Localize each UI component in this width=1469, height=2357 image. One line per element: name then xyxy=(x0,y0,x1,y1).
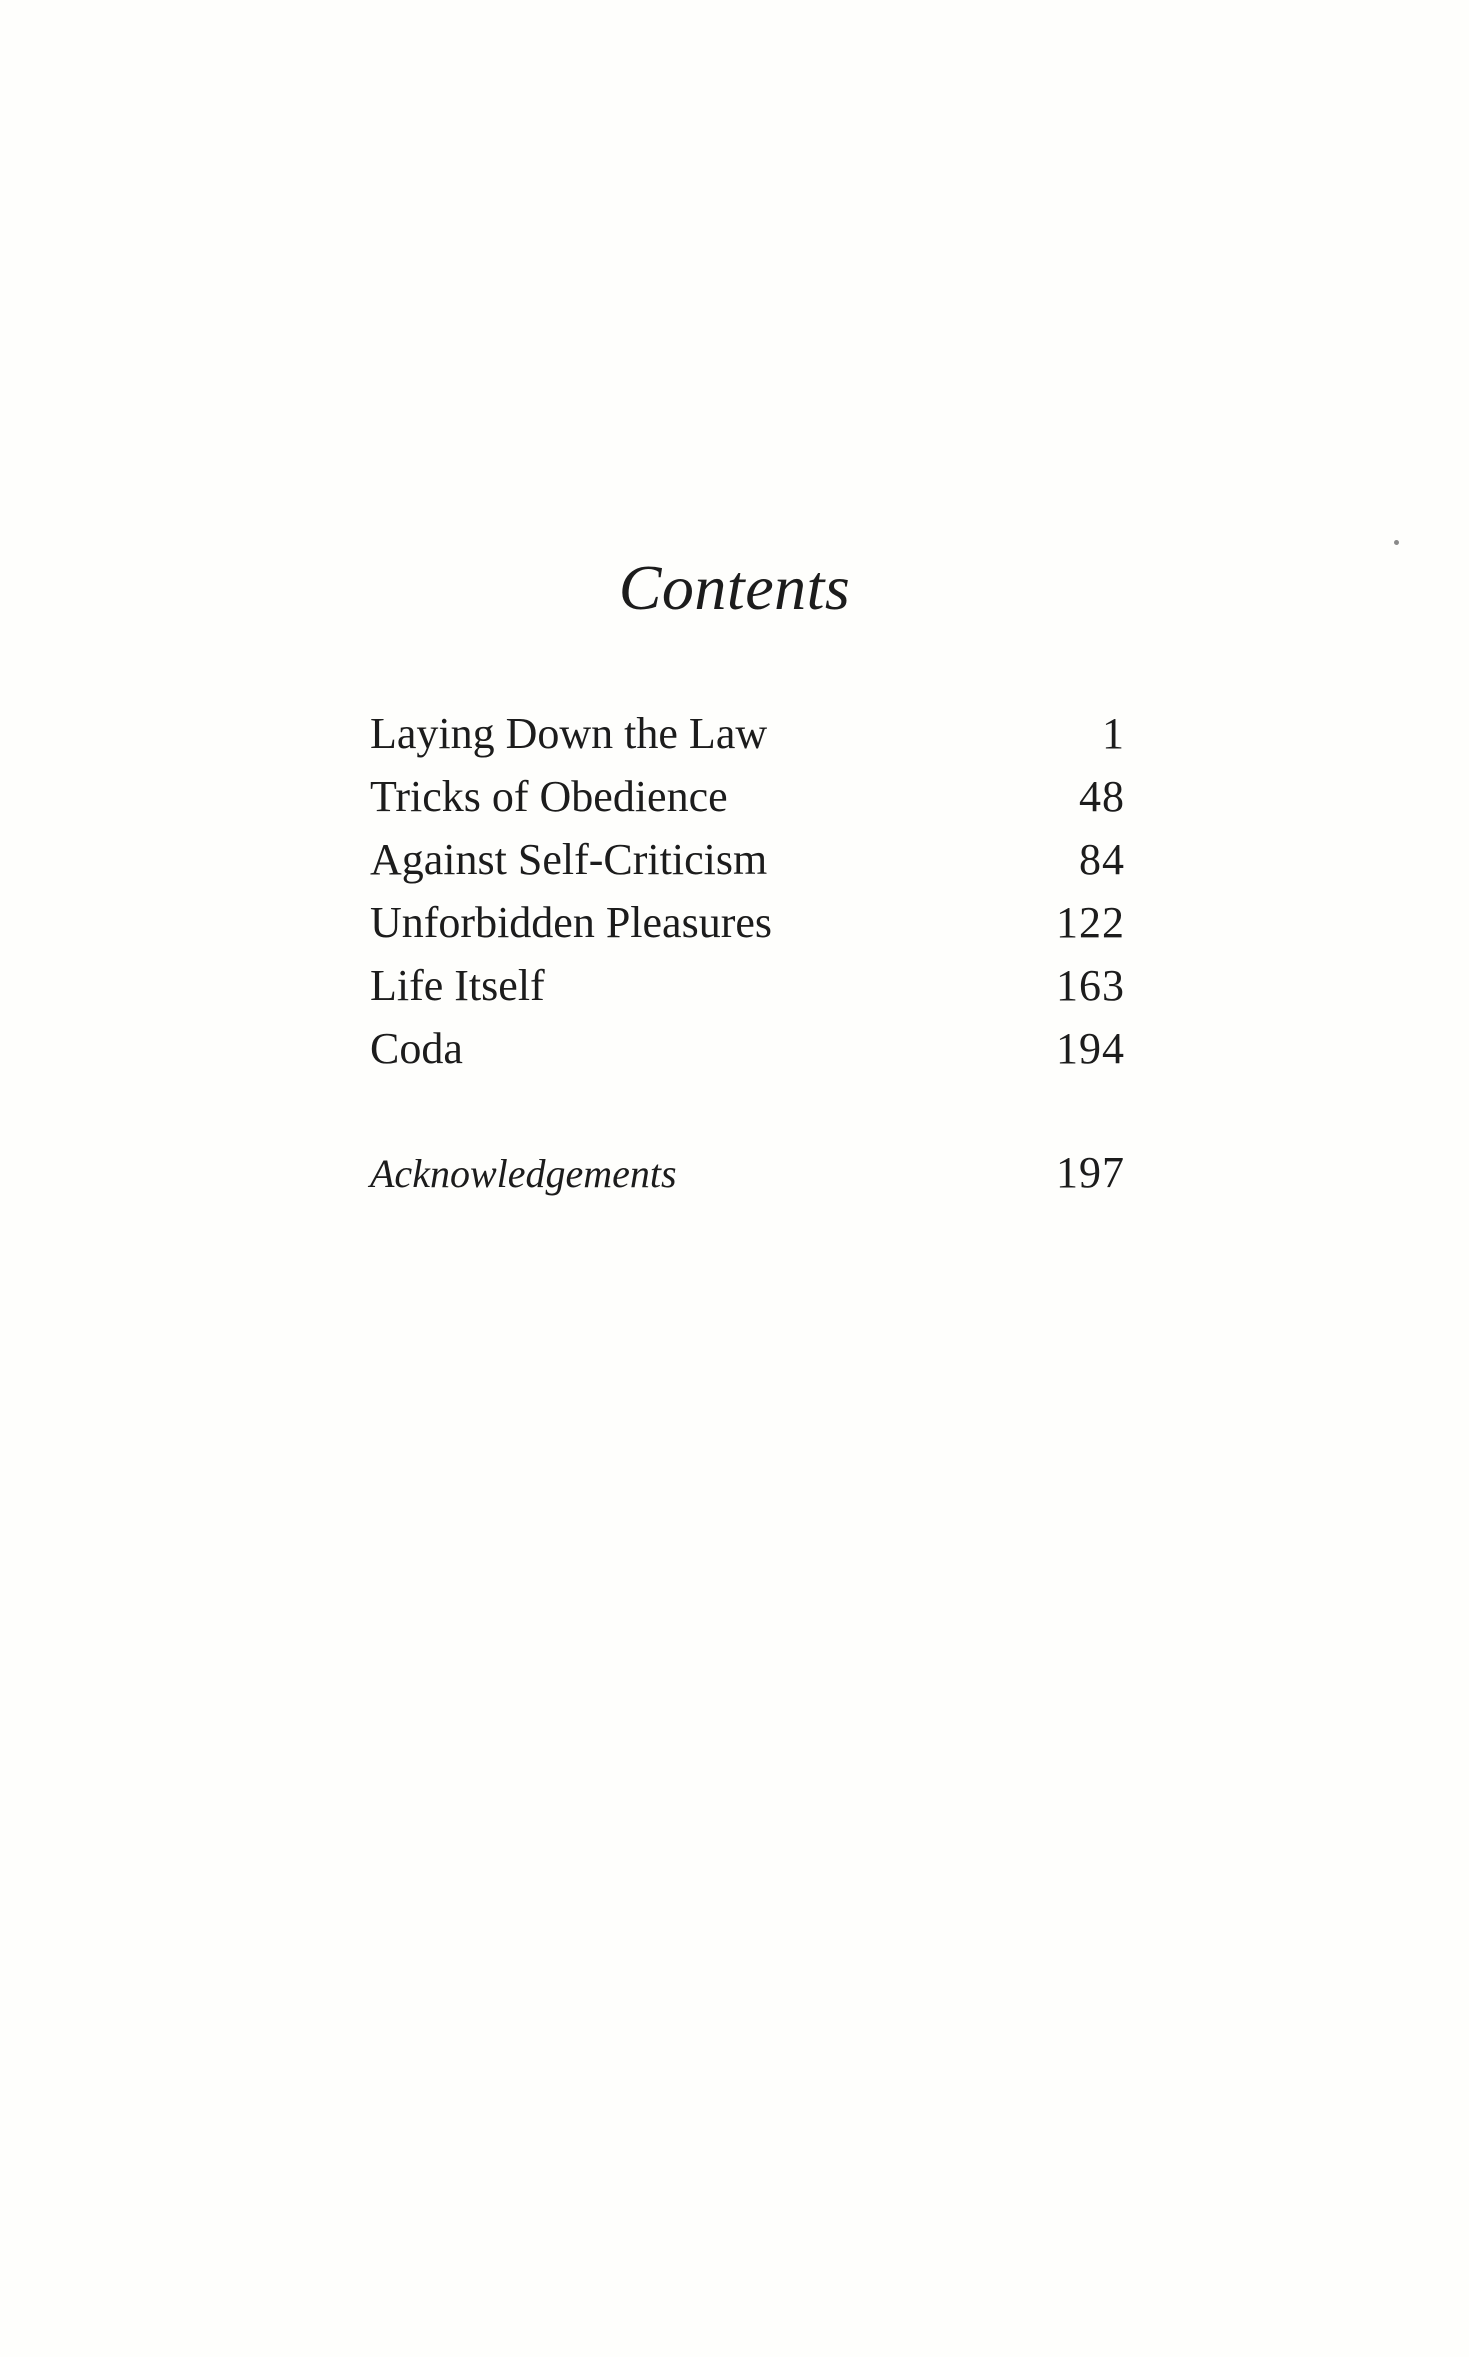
toc-entry-page: 122 xyxy=(1056,898,1125,947)
toc-entry-label: Laying Down the Law xyxy=(370,709,768,758)
toc-entry-page: 84 xyxy=(1079,835,1125,884)
page-title: Contents xyxy=(618,552,851,623)
toc-entry-page: 163 xyxy=(1056,961,1125,1010)
toc-entry-label: Against Self-Criticism xyxy=(370,835,768,884)
toc-entry-label: Coda xyxy=(370,1024,463,1073)
toc-entry xyxy=(370,891,1125,954)
toc-entry-label: Unforbidden Pleasures xyxy=(370,898,773,947)
toc-acknowledgements xyxy=(370,1141,1125,1204)
toc-entry-label: Life Itself xyxy=(370,961,545,1010)
toc-entry xyxy=(370,702,1125,765)
toc-entry-page: 194 xyxy=(1056,1024,1125,1073)
toc-entry-page: 1 xyxy=(1102,709,1125,758)
toc-entry xyxy=(370,828,1125,891)
toc-entry xyxy=(370,954,1125,1017)
table-of-contents xyxy=(370,702,1125,1204)
toc-entry-label: Tricks of Obedience xyxy=(370,772,728,821)
toc-entry xyxy=(370,765,1125,828)
toc-acknowledgements-label: Acknowledgements xyxy=(370,1151,677,1196)
toc-acknowledgements-page: 197 xyxy=(1056,1148,1125,1197)
toc-entry-page: 48 xyxy=(1079,772,1125,821)
scan-speck xyxy=(1394,540,1399,545)
toc-entry xyxy=(370,1017,1125,1080)
